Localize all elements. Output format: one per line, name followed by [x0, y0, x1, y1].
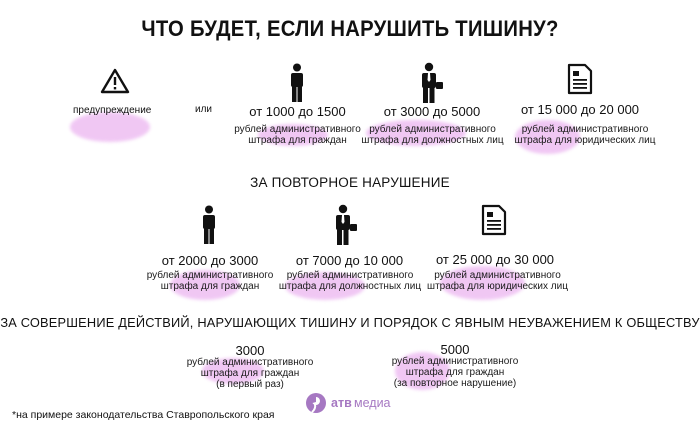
- fine-amount: от 2000 до 3000: [161, 253, 259, 268]
- fine-amount: от 15 000 до 20 000: [520, 102, 640, 117]
- fine-description: рублей административного штрафа для юридических лиц: [427, 270, 568, 292]
- fine-description: рублей административного штрафа для граждан (в первый раз): [186, 357, 314, 390]
- logo: [305, 392, 405, 416]
- warning-label: предупреждение: [73, 105, 152, 116]
- fine-description: рублей административного штрафа для граждан (за повторное нарушение): [391, 356, 519, 389]
- fine-amount: от 7000 до 10 000: [295, 253, 404, 268]
- page-title: ЧТО БУДЕТ, ЕСЛИ НАРУШИТЬ ТИШИНУ?: [141, 16, 559, 41]
- footnote: *на примере законодательства Ставропольского края: [12, 409, 275, 421]
- person-icon: [200, 205, 218, 245]
- fine-amount: 5000: [440, 342, 470, 357]
- official-icon: [418, 62, 444, 104]
- fine-amount: от 1000 до 1500: [249, 104, 346, 119]
- document-icon: [480, 204, 508, 236]
- fine-amount: от 25 000 до 30 000: [435, 252, 555, 267]
- fine-description: рублей административного штрафа для юридических лиц: [514, 124, 656, 146]
- highlight-blob: [70, 112, 150, 142]
- fine-amount: 3000: [235, 343, 265, 358]
- section-heading: ЗА СОВЕРШЕНИЕ ДЕЙСТВИЙ, НАРУШАЮЩИХ ТИШИНУ И ПОРЯДОК С ЯВНЫМ НЕУВАЖЕНИЕМ К ОБЩЕСТВУ: [0, 315, 700, 330]
- fine-description: рублей административного штрафа для должностных лиц: [278, 270, 422, 292]
- logo-text-light: медиа: [354, 396, 391, 410]
- or-label: или: [195, 104, 213, 115]
- official-icon: [332, 204, 358, 246]
- person-icon: [288, 63, 306, 103]
- document-icon: [566, 63, 594, 95]
- section-heading: ЗА ПОВТОРНОЕ НАРУШЕНИЕ: [250, 175, 450, 190]
- fine-description: рублей административного штрафа для граждан: [234, 124, 361, 146]
- warning-icon: [100, 68, 130, 94]
- logo-text-bold: атв: [331, 396, 352, 410]
- fine-description: рублей административного штрафа для граждан: [146, 270, 274, 292]
- fine-description: рублей административного штрафа для должностных лиц: [361, 124, 504, 146]
- fine-amount: от 3000 до 5000: [383, 104, 481, 119]
- logo-mark-icon: [305, 392, 327, 414]
